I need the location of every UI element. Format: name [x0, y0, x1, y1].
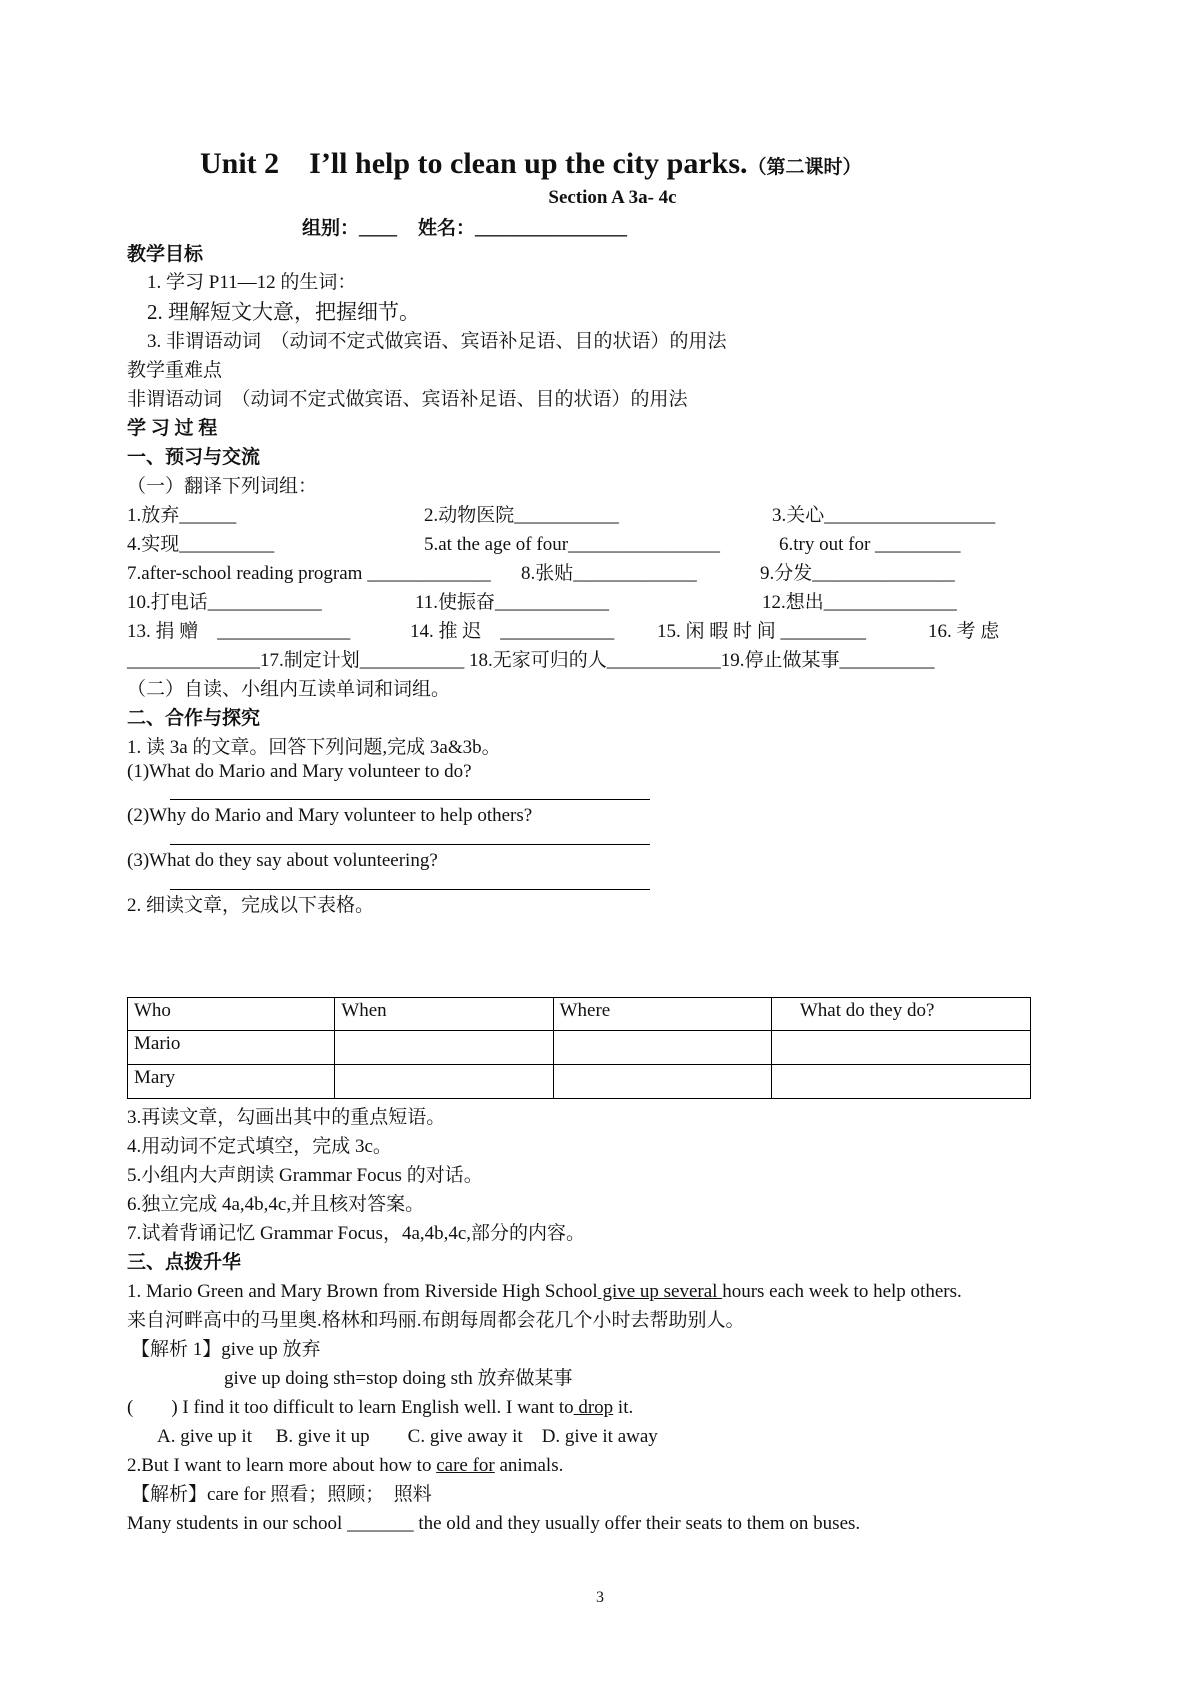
- difficulty-heading: 教学重难点: [127, 360, 223, 381]
- task-item: 4.用动词不定式填空，完成 3c。: [127, 1136, 392, 1157]
- question: (2)Why do Mario and Mary volunteer to help others?: [127, 805, 533, 826]
- answer-line[interactable]: [170, 888, 650, 890]
- vocab-item: 8.张贴_____________: [521, 563, 697, 584]
- exercise-1: ( ) I find it too difficult to learn English well. I want to drop it.: [127, 1397, 634, 1418]
- objective-item: 2. 理解短文大意，把握细节。: [147, 300, 420, 324]
- table-row: [128, 1065, 1031, 1099]
- vocab-item: 2.动物医院___________: [424, 505, 619, 526]
- exercise-2: Many students in our school _______ the old and they usually offer their seats to them on buses.: [127, 1513, 861, 1534]
- vocab-item: 16. 考 虑: [928, 621, 1000, 642]
- vocab-item: 1.放弃______: [127, 505, 237, 526]
- table-header-row: [128, 998, 1031, 1031]
- vocab-item: 9.分发_______________: [760, 563, 955, 584]
- vocab-item: 13. 捐 赠 ______________: [127, 621, 351, 642]
- vocab-item: 15. 闲 暇 时 间 _________: [657, 621, 867, 642]
- task-item: 6.独立完成 4a,4b,4c,并且核对答案。: [127, 1194, 425, 1215]
- part2-heading: 二、合作与探究: [127, 708, 261, 729]
- difficulty-text: 非谓语动词 （动词不定式做宾语、宾语补足语、目的状语）的用法: [127, 389, 688, 410]
- task-1: 1. 读 3a 的文章。回答下列问题,完成 3a&3b。: [127, 737, 501, 758]
- process-heading: 学 习 过 程: [127, 418, 218, 439]
- analysis-1: 【解析 1】give up 放弃: [131, 1339, 321, 1360]
- vocab-item: 11.使振奋____________: [415, 592, 610, 613]
- table-cell[interactable]: [553, 1065, 771, 1099]
- analysis-2: 【解析】care for 照看；照顾； 照料: [131, 1484, 432, 1505]
- page-title: Unit 2 I’ll help to clean up the city parks.（第二课时）: [200, 147, 862, 180]
- vocab-item: 14. 推 迟 ____________: [410, 621, 615, 642]
- table-header-cell: When: [335, 998, 553, 1031]
- vocab-item: 10.打电话____________: [127, 592, 322, 613]
- task-item: 5.小组内大声朗读 Grammar Focus 的对话。: [127, 1165, 483, 1186]
- answer-line[interactable]: [170, 843, 650, 845]
- analysis-1-detail: give up doing sth=stop doing sth 放弃做某事: [224, 1368, 573, 1389]
- vocab-item: 3.关心__________________: [772, 505, 996, 526]
- task-item: 3.再读文章，勾画出其中的重点短语。: [127, 1107, 446, 1128]
- table-cell[interactable]: [553, 1031, 771, 1065]
- vocab-item: 12.想出______________: [762, 592, 957, 613]
- vocab-item: 6.try out for _________: [779, 534, 961, 555]
- title-suffix: （第二课时）: [747, 157, 862, 178]
- info-table: [127, 997, 1031, 1099]
- section-label: Section A 3a- 4c: [548, 187, 677, 208]
- table-cell[interactable]: [771, 1065, 1030, 1099]
- table-cell: Mario: [128, 1031, 335, 1065]
- sub2-heading: （二）自读、小组内互读单词和词组。: [127, 679, 451, 700]
- table-header-cell: What do they do?: [771, 998, 1030, 1031]
- vocab-item: 7.after-school reading program _____________: [127, 563, 491, 584]
- exercise-1-options: A. give up it B. give it up C. give away it D. give it away: [157, 1426, 658, 1447]
- point-1: 1. Mario Green and Mary Brown from Riverside High School give up several hours each week to help others.: [127, 1281, 962, 1302]
- name-field: 姓名：________________: [418, 218, 628, 239]
- objectives-heading: 教学目标: [127, 244, 204, 265]
- table-cell[interactable]: [771, 1031, 1030, 1065]
- part1-heading: 一、预习与交流: [127, 447, 261, 468]
- task-2: 2. 细读文章，完成以下表格。: [127, 895, 375, 916]
- table-header-cell: Where: [553, 998, 771, 1031]
- part3-heading: 三、点拨升华: [127, 1252, 242, 1273]
- table-row: [128, 1031, 1031, 1065]
- page-number: 3: [596, 1589, 604, 1606]
- point-1-translation: 来自河畔高中的马里奥.格林和玛丽.布朗每周都会花几个小时去帮助别人。: [127, 1310, 745, 1331]
- group-field: 组别：____: [302, 218, 398, 239]
- table-header-cell: Who: [128, 998, 335, 1031]
- sub1-heading: （一）翻译下列词组：: [127, 476, 318, 497]
- task-item: 7.试着背诵记忆 Grammar Focus，4a,4b,4c,部分的内容。: [127, 1223, 586, 1244]
- table-cell[interactable]: [335, 1065, 553, 1099]
- point-2: 2.But I want to learn more about how to care for animals.: [127, 1455, 564, 1476]
- vocab-item: ______________17.制定计划___________ 18.无家可归的人____________19.停止做某事__________: [127, 650, 935, 671]
- table-cell[interactable]: [335, 1031, 553, 1065]
- vocab-item: 5.at the age of four________________: [424, 534, 721, 555]
- objective-item: 3. 非谓语动词 （动词不定式做宾语、宾语补足语、目的状语）的用法: [147, 331, 727, 352]
- answer-line[interactable]: [170, 798, 650, 800]
- objective-item: 1. 学习 P11—12 的生词：: [147, 272, 357, 293]
- table-cell: Mary: [128, 1065, 335, 1099]
- question: (3)What do they say about volunteering?: [127, 850, 438, 871]
- vocab-item: 4.实现__________: [127, 534, 275, 555]
- question: (1)What do Mario and Mary volunteer to do?: [127, 761, 472, 782]
